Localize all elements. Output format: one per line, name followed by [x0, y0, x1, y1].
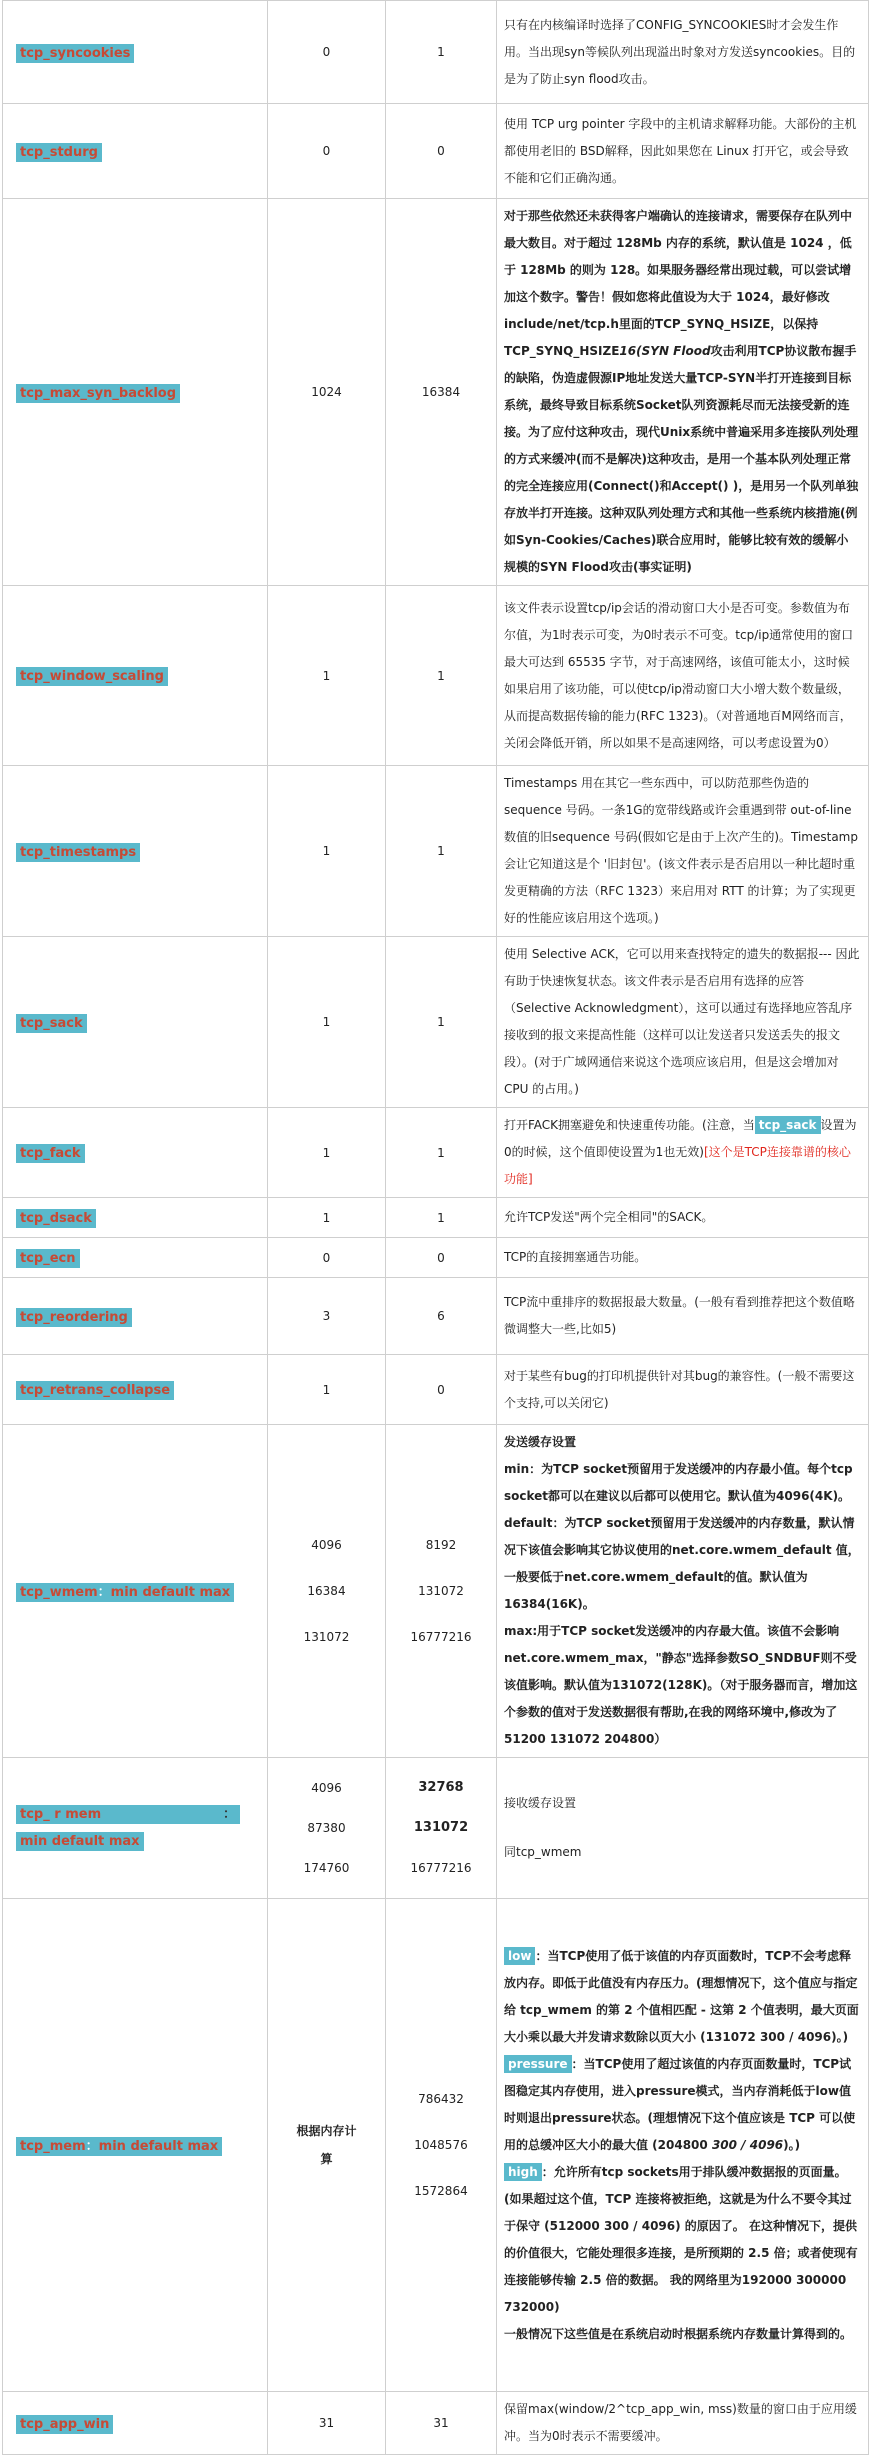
default-value: 1 [268, 1355, 386, 1425]
table-row [3, 1425, 869, 1758]
recommended-value: 1 [386, 766, 497, 937]
recommended-value: 1 [386, 1, 497, 104]
description: 接收缓存设置 同tcp_wmem [497, 1758, 869, 1899]
high-tag: high [504, 2163, 542, 2181]
param-name: tcp_max_syn_backlog [16, 384, 180, 403]
recommended-values: 8192 131072 16777216 [386, 1425, 497, 1758]
table-row [3, 1278, 869, 1355]
recommended-value: 0 [386, 1238, 497, 1278]
default-value: 3 [268, 1278, 386, 1355]
tcp-params-table [2, 0, 869, 2455]
inline-param-tag: tcp_sack [755, 1116, 821, 1134]
default-value: 1 [268, 766, 386, 937]
table-row: tcp_ r mem ： min default max 4096 87380 174760 32768 131072 16777216 接收缓存设置 同tcp_wmem [3, 1758, 869, 1899]
table-row [3, 2392, 869, 2455]
description: TCP的直接拥塞通告功能。 [497, 1238, 869, 1278]
default-value: 1 [268, 937, 386, 1108]
description: 打开FACK拥塞避免和快速重传功能。(注意，当 tcp_sack 设置为0的时候，这个值即使设置为1也无效)[这个是TCP连接靠谱的核心功能] [497, 1108, 869, 1198]
default-value: 根据内存计算 [268, 1899, 386, 2392]
description: 该文件表示设置tcp/ip会话的滑动窗口大小是否可变。参数值为布尔值，为1时表示可变，为0时表示不可变。tcp/ip通常使用的窗口最大可达到 65535 字节，对于高速网络，该值可能太小，这时候如果启用了该功能，可以使tcp/ip滑动窗口大小增大数个数量级，从而提高数据传输的能力(RFC 1323)。（对普通地百M网络而言，关闭会降低开销，所以如果不是高速网络，可以考虑设置为0） [497, 586, 869, 766]
param-name: tcp_timestamps [16, 843, 140, 862]
description: 允许TCP发送"两个完全相同"的SACK。 [497, 1198, 869, 1238]
default-value: 1024 [268, 199, 386, 586]
description: 保留max(window/2^tcp_app_win, mss)数量的窗口由于应用缓冲。当为0时表示不需要缓冲。 [497, 2392, 869, 2455]
default-value: 0 [268, 104, 386, 199]
description: 对于那些依然还未获得客户端确认的连接请求，需要保存在队列中最大数目。对于超过 128Mb 内存的系统，默认值是 1024 ，低于 128Mb 的则为 128。如果服务器经常出现过载，可以尝试增加这个数字。警告！假如您将此值设为大于 1024，最好修改include/net/tcp.h里面的TCP_SYNQ_HSIZE，以保持TCP_SYNQ_HSIZE16(SYN Flood攻击利用TCP协议散布握手的缺陷，伪造虚假源IP地址发送大量TCP-SYN半打开连接到目标系统，最终导致目标系统Socket队列资源耗尽而无法接受新的连接。为了应付这种攻击，现代Unix系统中普遍采用多连接队列处理的方式来缓冲(而不是解决)这种攻击，是用一个基本队列处理正常的完全连接应用(Connect()和Accept() )，是用另一个队列单独存放半打开连接。这种双队列处理方式和其他一些系统内核措施(例如Syn-Cookies/Caches)联合应用时，能够比较有效的缓解小规模的SYN Flood攻击(事实证明) [497, 199, 869, 586]
recommended-values: 32768 131072 16777216 [386, 1758, 497, 1899]
description: 使用 Selective ACK，它可以用来查找特定的遗失的数据报--- 因此有助于快速恢复状态。该文件表示是否启用有选择的应答（Selective Acknowledgment），这可以通过有选择地应答乱序接收到的报文来提高性能（这样可以让发送者只发送丢失的报文段）。(对于广域网通信来说这个选项应该启用，但是这会增加对 CPU 的占用。) [497, 937, 869, 1108]
default-value: 1 [268, 586, 386, 766]
table-row [3, 199, 869, 586]
recommended-value: 31 [386, 2392, 497, 2455]
recommended-value: 16384 [386, 199, 497, 586]
table-row [3, 766, 869, 937]
description: 对于某些有bug的打印机提供针对其bug的兼容性。(一般不需要这个支持,可以关闭它) [497, 1355, 869, 1425]
default-value: 0 [268, 1238, 386, 1278]
table-row [3, 1899, 869, 2392]
param-name: tcp_window_scaling [16, 667, 168, 686]
param-name: tcp_ r mem ： [16, 1805, 240, 1824]
param-name: tcp_app_win [16, 2415, 113, 2434]
description: 只有在内核编译时选择了CONFIG_SYNCOOKIES时才会发生作用。当出现syn等候队列出现溢出时象对方发送syncookies。目的是为了防止syn flood攻击。 [497, 1, 869, 104]
description: low ：当TCP使用了低于该值的内存页面数时，TCP不会考虑释放内存。即低于此值没有内存压力。(理想情况下，这个值应与指定给 tcp_wmem 的第 2 个值相匹配 - 这第 2 个值表明，最大页面大小乘以最大并发请求数除以页大小 (131072 300 / 4096)。) pressure ：当TCP使用了超过该值的内存页面数量时，TCP试图稳定其内存使用，进入pressure模式，当内存消耗低于low值时则退出pressure状态。(理想情况下这个值应该是 TCP 可以使用的总缓冲区大小的最大值 (204800 300 / 4096)。) high ：允许所有tcp sockets用于排队缓冲数据报的页面量。(如果超过这个值，TCP 连接将被拒绝，这就是为什么不要令其过于保守 (512000 300 / 4096) 的原因了。 在这种情况下，提供的价值很大，它能处理很多连接，是所预期的 2.5 倍；或者使现有连接能够传输 2.5 倍的数据。 我的网络里为192000 300000 732000) 一般情况下这些值是在系统启动时根据系统内存数量计算得到的。 [497, 1899, 869, 2392]
param-name: tcp_wmem：min default max [16, 1583, 234, 1602]
recommended-values: 786432 1048576 1572864 [386, 1899, 497, 2392]
default-value: 0 [268, 1, 386, 104]
table-row [3, 1, 869, 104]
recommended-value: 1 [386, 1108, 497, 1198]
low-tag: low [504, 1947, 535, 1965]
table-row [3, 1108, 869, 1198]
default-value: 1 [268, 1108, 386, 1198]
recommended-value: 6 [386, 1278, 497, 1355]
default-values: 4096 87380 174760 [268, 1758, 386, 1899]
table-row [3, 586, 869, 766]
description: TCP流中重排序的数据报最大数量。(一般有看到推荐把这个数值略微调整大一些,比如5) [497, 1278, 869, 1355]
description: 发送缓存设置 min：为TCP socket预留用于发送缓冲的内存最小值。每个tcp socket都可以在建议以后都可以使用它。默认值为4096(4K)。 default：为TCP socket预留用于发送缓冲的内存数量，默认情况下该值会影响其它协议使用的net.core.wmem_default 值，一般要低于net.core.wmem_default的值。默认值为16384(16K)。 max:用于TCP socket发送缓冲的内存最大值。该值不会影响net.core.wmem_max，"静态"选择参数SO_SNDBUF则不受该值影响。默认值为131072(128K)。（对于服务器而言，增加这个参数的值对于发送数据很有帮助,在我的网络环境中,修改为了51200 131072 204800） [497, 1425, 869, 1758]
table-row [3, 104, 869, 199]
param-name: tcp_ecn [16, 1249, 80, 1268]
recommended-value: 1 [386, 937, 497, 1108]
default-value: 1 [268, 1198, 386, 1238]
param-name: tcp_sack [16, 1014, 87, 1033]
table-row [3, 1238, 869, 1278]
table-row [3, 1198, 869, 1238]
recommended-value: 0 [386, 1355, 497, 1425]
param-name: tcp_fack [16, 1144, 85, 1163]
description: Timestamps 用在其它一些东西中，可以防范那些伪造的 sequence 号码。一条1G的宽带线路或许会重遇到带 out-of-line数值的旧sequence 号码(假如它是由于上次产生的)。Timestamp 会让它知道这是个 '旧封包'。(该文件表示是否启用以一种比超时重发更精确的方法（RFC 1323）来启用对 RTT 的计算；为了实现更好的性能应该启用这个选项。) [497, 766, 869, 937]
pressure-tag: pressure [504, 2055, 572, 2073]
table-row [3, 937, 869, 1108]
param-name: tcp_stdurg [16, 143, 102, 162]
recommended-value: 1 [386, 1198, 497, 1238]
param-name: tcp_reordering [16, 1308, 132, 1327]
description: 使用 TCP urg pointer 字段中的主机请求解释功能。大部份的主机都使用老旧的 BSD解释，因此如果您在 Linux 打开它，或会导致不能和它们正确沟通。 [497, 104, 869, 199]
table-row [3, 1355, 869, 1425]
param-name: tcp_syncookies [16, 44, 134, 63]
default-value: 31 [268, 2392, 386, 2455]
param-name: tcp_mem：min default max [16, 2137, 222, 2156]
param-name: tcp_retrans_collapse [16, 1381, 174, 1400]
default-values: 4096 16384 131072 [268, 1425, 386, 1758]
recommended-value: 0 [386, 104, 497, 199]
warning-note: [这个是TCP连接靠谱的核心功能] [504, 1145, 851, 1186]
recommended-value: 1 [386, 586, 497, 766]
param-name: tcp_dsack [16, 1209, 96, 1228]
